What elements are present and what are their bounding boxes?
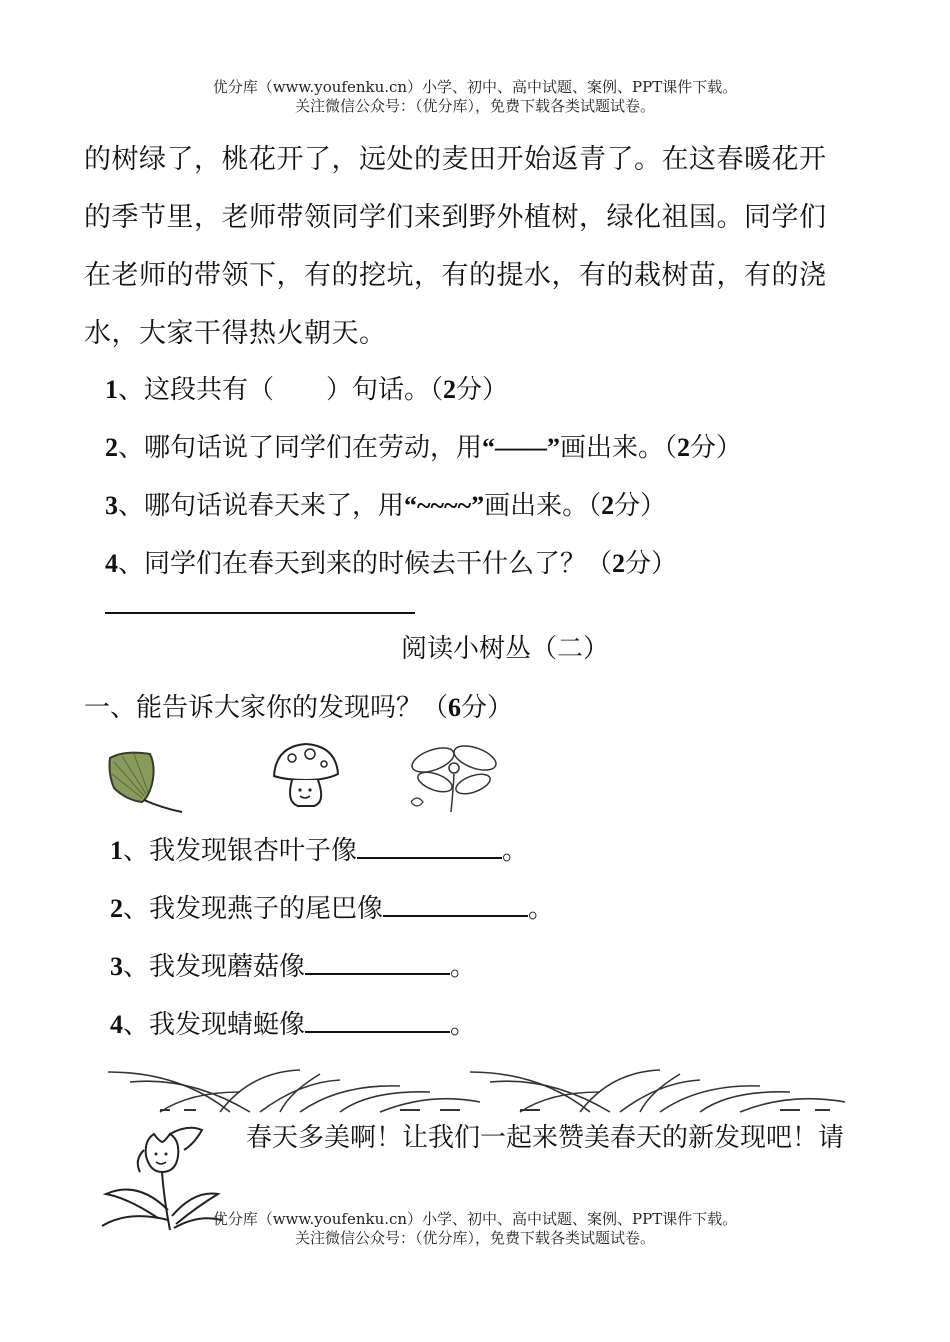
answer-line[interactable] xyxy=(105,612,415,614)
grass-border-icon xyxy=(100,1062,850,1117)
question-score: 2 xyxy=(612,549,626,578)
question-text: 、哪句话说了同学们在劳动，用 xyxy=(118,433,483,463)
page-footer xyxy=(0,1210,950,1248)
question-text: 、同学们在春天到来的时候去干什么了？（ xyxy=(118,549,613,579)
question-end: 。 xyxy=(450,952,477,982)
question-text: 画出来。（ xyxy=(484,491,602,521)
question-text: 、这段共有（ ）句话。（ xyxy=(118,375,444,405)
part-text: 一、能告诉大家你的发现吗？（ xyxy=(84,693,449,723)
question-number: 1 xyxy=(110,836,123,865)
page-header xyxy=(0,78,950,116)
header-line-2: 关注微信公众号：（优分库），免费下载各类试题试卷。 xyxy=(294,97,655,115)
question-number: 4 xyxy=(105,549,118,578)
find-question-2 xyxy=(110,891,554,927)
answer-blank[interactable] xyxy=(305,1007,450,1033)
wave-mark: “~~~~” xyxy=(404,491,485,520)
passage-line: 水，大家干得热火朝天。 xyxy=(84,318,387,349)
question-score: 2 xyxy=(677,433,691,462)
part-tail: 分） xyxy=(461,693,514,723)
footer-line-2: 关注微信公众号：（优分库），免费下载各类试题试卷。 xyxy=(294,1229,655,1247)
find-question-3 xyxy=(110,949,476,985)
question-text: 、哪句话说春天来了，用 xyxy=(118,491,405,521)
question-2 xyxy=(105,430,742,466)
question-end: 。 xyxy=(450,1010,477,1040)
answer-blank[interactable] xyxy=(383,891,528,917)
question-number: 1 xyxy=(105,375,118,404)
mushroom-icon xyxy=(270,740,342,810)
question-score: 2 xyxy=(601,491,615,520)
passage-line: 在老师的带领下，有的挖坑，有的提水，有的栽树苗，有的浇 xyxy=(84,260,827,291)
question-3 xyxy=(105,488,666,524)
part-score: 6 xyxy=(448,693,462,722)
part-title xyxy=(84,690,513,726)
answer-blank[interactable] xyxy=(305,949,450,975)
question-number: 3 xyxy=(110,952,123,981)
question-tail: 分） xyxy=(456,375,509,405)
ginkgo-leaf-icon xyxy=(104,748,186,816)
question-number: 2 xyxy=(105,433,118,462)
passage xyxy=(84,131,904,363)
question-1 xyxy=(105,372,508,408)
question-text: 、我发现银杏叶子像 xyxy=(123,836,358,866)
question-end: 。 xyxy=(528,894,555,924)
question-4 xyxy=(105,546,677,582)
passage-line: 的季节里，老师带领同学们来到野外植树，绿化祖国。同学们 xyxy=(84,202,827,233)
question-tail: 分） xyxy=(614,491,667,521)
question-number: 2 xyxy=(110,894,123,923)
passage-line: 的树绿了，桃花开了，远处的麦田开始返青了。在这春暖花开 xyxy=(84,144,827,175)
closing-text: 春天多美啊！让我们一起来赞美春天的新发现吧！请 xyxy=(246,1123,845,1153)
question-number: 3 xyxy=(105,491,118,520)
find-question-1 xyxy=(110,833,528,869)
section-title: 阅读小树丛（二） xyxy=(400,634,609,664)
find-question-4 xyxy=(110,1007,476,1043)
question-tail: 分） xyxy=(690,433,743,463)
question-text: 画出来。（ xyxy=(560,433,678,463)
question-text: 、我发现燕子的尾巴像 xyxy=(123,894,384,924)
question-number: 4 xyxy=(110,1010,123,1039)
question-tail: 分） xyxy=(625,549,678,579)
question-score: 2 xyxy=(443,375,457,404)
answer-blank[interactable] xyxy=(357,833,502,859)
underline-mark: “——” xyxy=(482,433,561,462)
footer-line-1: 优分库（www.youfenku.cn）小学、初中、高中试题、案例、PPT课件下载。 xyxy=(212,1210,738,1228)
question-text: 、我发现蜻蜓像 xyxy=(123,1010,306,1040)
question-end: 。 xyxy=(502,836,529,866)
dragonfly-icon xyxy=(405,742,505,814)
header-line-1: 优分库（www.youfenku.cn）小学、初中、高中试题、案例、PPT课件下载。 xyxy=(212,78,738,96)
question-text: 、我发现蘑菇像 xyxy=(123,952,306,982)
